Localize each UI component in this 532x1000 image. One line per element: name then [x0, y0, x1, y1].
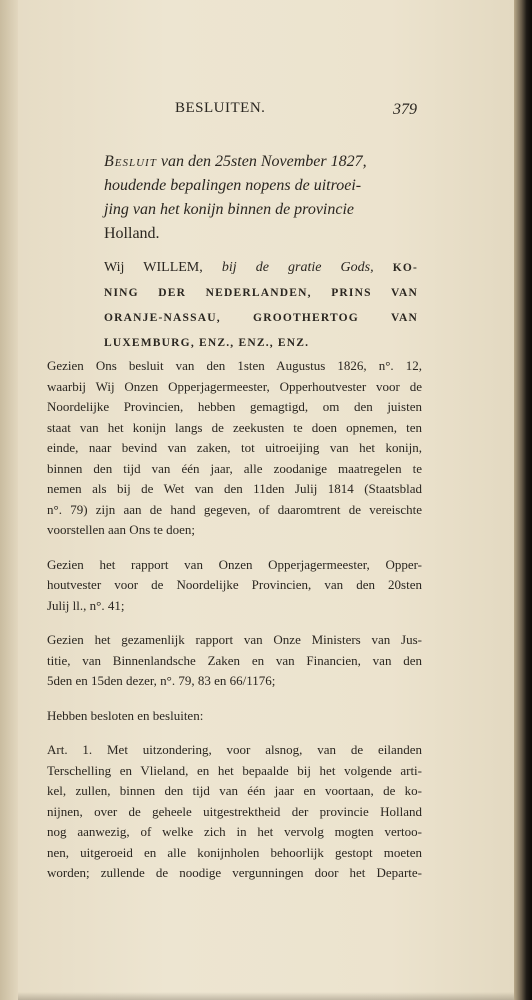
- decree-title-line-3: jing van het konijn binnen de provincie: [104, 201, 355, 218]
- text-line: worden; zullende de noodige vergunningen door het Departe-: [47, 865, 422, 880]
- decree-title-line-2: houdende bepalingen nopens de uitroei-: [104, 177, 362, 194]
- text-line: voorstellen aan Ons te doen;: [47, 522, 196, 537]
- royal-preamble: [104, 255, 418, 356]
- text-line: Gezien het rapport van Onzen Opperjagermeester, Opper-: [47, 556, 422, 572]
- decree-body: [47, 356, 422, 898]
- paragraph-resolution: [47, 706, 422, 727]
- text-line: Gezien het gezamenlijk rapport van Onze Ministers van Jus-: [47, 632, 422, 647]
- text-line: Gezien Ons besluit van den 1sten Augustus 1826, n°. 12,: [47, 358, 422, 373]
- page-bottom-shadow: [18, 992, 514, 1000]
- decree-title-date: van den 25sten November 1827,: [156, 153, 367, 170]
- decree-title-lead: Besluit: [104, 153, 157, 170]
- by-grace-of-god: bij de gratie Gods,: [221, 260, 374, 275]
- text-line: houtvester voor de Noordelijke Provincien, van den 20sten: [47, 577, 422, 592]
- paragraph-article-1: [47, 740, 422, 884]
- king-name: Wij WILLEM,: [104, 260, 203, 275]
- paragraph-considering-decree: [47, 356, 422, 541]
- royal-preamble-line-1: [104, 255, 418, 281]
- text-line: kel, zullen, binnen den tijd van één jaar en voortaan, de ko-: [47, 783, 422, 798]
- text-line: Julij ll., n°. 41;: [47, 597, 125, 613]
- text-line: waarbij Wij Onzen Opperjagermeester, Opperhoutvester voor de: [47, 378, 422, 394]
- decree-title-line-1: [104, 150, 422, 174]
- text-line: staat van het konijn langs de zeekusten te doen opnemen, ten: [47, 419, 422, 435]
- text-line: Hebben besloten en besluiten:: [47, 707, 204, 723]
- text-line: Terschelling en Vlieland, en het bepaalde bij het volgende arti-: [47, 762, 422, 778]
- page-right-edge-shadow: [514, 0, 532, 1000]
- royal-preamble-line-2: NING DER NEDERLANDEN, PRINS VAN: [104, 287, 418, 299]
- royal-preamble-line-4: LUXEMBURG, ENZ., ENZ., ENZ.: [104, 337, 310, 349]
- paragraph-considering-joint-report: [47, 630, 422, 692]
- text-line: einde, naar bevind van zaken, tot uitroeijing van het konijn,: [47, 440, 422, 455]
- text-line: n°. 79) zijn aan de hand gegeven, of daaromtrent de vereischte: [47, 501, 422, 517]
- decree-title: [104, 150, 422, 246]
- page-left-margin: [0, 0, 18, 1000]
- text-line: nog aanwezig, of welke zich in het vervolg mogten vertoo-: [47, 824, 422, 839]
- decree-title-line-4: Holland.: [104, 225, 160, 242]
- text-line: nijnen, over de geheele uitgestrektheid der provincie Holland: [47, 803, 422, 819]
- text-line: binnen den tijd van één jaar, alle zoodanige maatregelen te: [47, 460, 422, 476]
- text-line: nen, uitgeroeid en alle konijnholen behoorlijk gestopt moeten: [47, 844, 422, 860]
- royal-preamble-line-3: ORANJE-NASSAU, GROOTHERTOG VAN: [104, 312, 418, 324]
- text-line: Noordelijke Provincien, hebben gemagtigd, om den juisten: [47, 399, 422, 414]
- running-head: BESLUITEN.: [175, 100, 266, 116]
- king-title-start: KO-: [392, 262, 419, 274]
- text-line: titie, van Binnenlandsche Zaken en van Financien, van den: [47, 652, 422, 668]
- text-line: 5den en 15den dezer, n°. 79, 83 en 66/1176;: [47, 673, 276, 688]
- page-number: 379: [393, 101, 417, 118]
- text-line: nemen als bij de Wet van den 11den Julij 1814 (Staatsblad: [47, 481, 422, 496]
- text-line: Art. 1. Met uitzondering, voor alsnog, van de eilanden: [47, 742, 422, 757]
- paragraph-considering-report: [47, 555, 422, 617]
